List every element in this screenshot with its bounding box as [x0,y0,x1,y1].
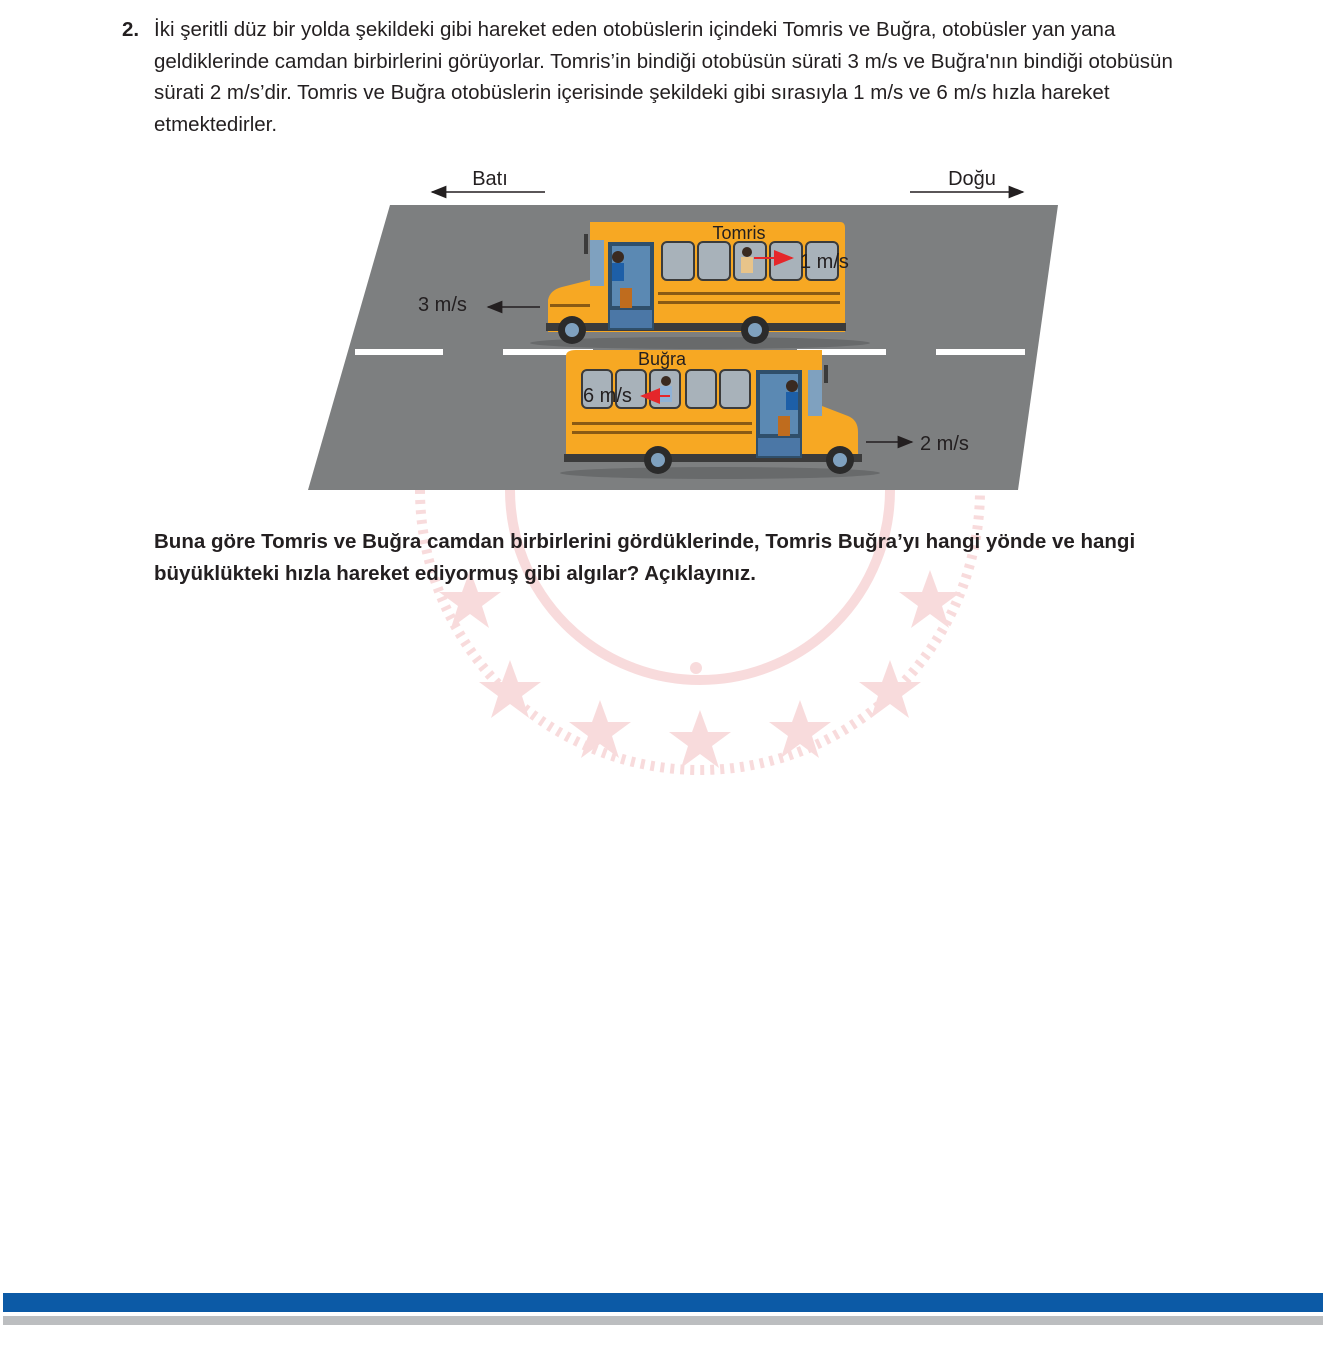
question-text: İki şeritli düz bir yolda şekildeki gibi hareket eden otobüslerin içindeki Tomris ve Buğra, otobüsler yan yana geldiklerinde camdan birbirlerini görüyorlar. Tomris’in bindiği otobüsün sürati 3 m/s ve Buğra'nın bindiği otobüsün sürati 2 m/s’dir. Tomris ve Buğra otobüslerin içerisinde şekildeki gibi sırasıyla 1 m/s ve 6 m/s hızla hareket etmektedirler. [154,18,1173,136]
top-bus-speed: 3 m/s [418,294,467,316]
question-number: 2. [122,18,140,41]
west-label: Batı [472,168,508,190]
bottom-passenger-name: Buğra [637,349,687,369]
bus-diagram [300,160,1080,500]
question [122,14,1212,140]
bottom-bus-speed: 2 m/s [920,433,969,455]
top-passenger-name: Tomris [712,223,766,243]
east-label: Doğu [948,168,996,190]
question-prompt: Buna göre Tomris ve Buğra camdan birbirlerini gördüklerinde, Tomris Buğra’yı hangi yönde ve hangi büyüklükteki hızla hareket ediyormuş gibi algılar? Açıklayınız. [154,530,1136,585]
bottom-passenger-speed: 6 m/s [583,385,632,407]
footer-bar-gray [3,1316,1323,1325]
top-passenger-speed: 1 m/s [800,251,849,273]
footer-bar-blue [3,1293,1323,1312]
